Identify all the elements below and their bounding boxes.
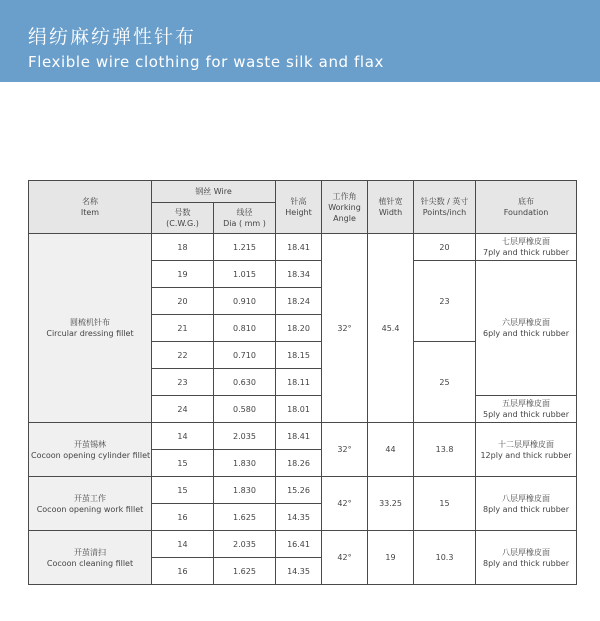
foundation-en: 12ply and thick rubber — [480, 450, 572, 460]
foundation-cn: 六层厚橡皮面 — [502, 318, 551, 327]
col-header-height — [276, 181, 322, 234]
item-name-cn: 圆梳机针布 — [70, 318, 110, 327]
item-header-cn: 名称 — [82, 197, 98, 206]
dia-cell: 1.830 — [214, 477, 276, 504]
item-header-en: Item — [80, 208, 100, 217]
angle-cell: 42° — [322, 477, 368, 531]
dia-cell: 0.710 — [214, 342, 276, 369]
height-cell: 18.20 — [276, 315, 322, 342]
points-header-cn: 针尖数 / 英寸 — [420, 197, 469, 206]
height-cell: 15.26 — [276, 477, 322, 504]
col-header-item — [29, 181, 152, 234]
gauge-header-en: (C.W.G.) — [166, 219, 199, 228]
height-cell: 18.24 — [276, 288, 322, 315]
page-title-en: Flexible wire clothing for waste silk and flax — [28, 53, 384, 71]
points-cell: 15 — [414, 477, 476, 531]
title-banner — [0, 0, 600, 82]
points-cell: 20 — [414, 234, 476, 261]
foundation-header-cn: 底布 — [518, 197, 535, 206]
points-cell: 10.3 — [414, 531, 476, 585]
angle-header-en1: Working — [328, 202, 361, 212]
width-header-cn: 植针宽 — [378, 197, 403, 206]
item-cell — [29, 531, 152, 585]
item-name-en: Cocoon opening work fillet — [36, 504, 144, 514]
dia-header-cn: 线径 — [236, 208, 253, 217]
gauge-cell: 16 — [152, 558, 214, 585]
gauge-cell: 14 — [152, 531, 214, 558]
dia-cell: 1.015 — [214, 261, 276, 288]
col-header-gauge — [152, 203, 214, 234]
angle-header-en2: Angle — [333, 213, 356, 223]
angle-cell: 32° — [322, 234, 368, 423]
dia-header-en: Dia ( mm ) — [223, 219, 266, 228]
col-header-points — [414, 181, 476, 234]
height-cell: 18.11 — [276, 369, 322, 396]
item-cell — [29, 234, 152, 423]
foundation-cell — [476, 477, 577, 531]
dia-cell: 0.630 — [214, 369, 276, 396]
width-cell: 19 — [368, 531, 414, 585]
col-header-width — [368, 181, 414, 234]
foundation-cell — [476, 261, 577, 396]
angle-header-cn: 工作角 — [332, 191, 357, 201]
dia-cell: 1.830 — [214, 450, 276, 477]
foundation-en: 8ply and thick rubber — [483, 558, 570, 568]
spec-table — [28, 180, 577, 585]
gauge-header-cn: 号数 — [174, 208, 191, 217]
foundation-cell — [476, 423, 577, 477]
foundation-en: 7ply and thick rubber — [483, 248, 570, 257]
wire-header: 钢丝 Wire — [195, 187, 232, 196]
height-header-cn: 针高 — [290, 197, 307, 206]
dia-cell: 1.625 — [214, 558, 276, 585]
gauge-cell: 23 — [152, 369, 214, 396]
gauge-cell: 15 — [152, 450, 214, 477]
gauge-cell: 21 — [152, 315, 214, 342]
gauge-cell: 22 — [152, 342, 214, 369]
foundation-en: 6ply and thick rubber — [483, 329, 570, 338]
table-row — [29, 477, 577, 504]
height-cell: 18.41 — [276, 234, 322, 261]
col-header-angle — [322, 181, 368, 234]
gauge-cell: 14 — [152, 423, 214, 450]
dia-cell: 2.035 — [214, 531, 276, 558]
item-name-cn: 开茧清扫 — [74, 547, 106, 557]
height-cell: 14.35 — [276, 558, 322, 585]
foundation-cn: 八层厚橡皮面 — [502, 547, 551, 557]
width-header-en: Width — [378, 208, 403, 217]
height-cell: 18.15 — [276, 342, 322, 369]
points-cell: 23 — [414, 261, 476, 342]
table-row — [29, 234, 577, 261]
height-cell: 18.01 — [276, 396, 322, 423]
foundation-cell — [476, 234, 577, 261]
points-cell: 25 — [414, 342, 476, 423]
dia-cell: 2.035 — [214, 423, 276, 450]
col-header-foundation — [476, 181, 577, 234]
foundation-cn: 八层厚橡皮面 — [502, 493, 551, 503]
dia-cell: 1.625 — [214, 504, 276, 531]
item-name-cn: 开茧工作 — [74, 493, 106, 503]
dia-cell: 0.810 — [214, 315, 276, 342]
points-cell: 13.8 — [414, 423, 476, 477]
width-cell: 33.25 — [368, 477, 414, 531]
page-title-cn: 绢纺麻纺弹性针布 — [28, 26, 197, 48]
height-cell: 18.34 — [276, 261, 322, 288]
gauge-cell: 16 — [152, 504, 214, 531]
foundation-cn: 十二层厚橡皮面 — [498, 439, 555, 449]
height-cell: 14.35 — [276, 504, 322, 531]
foundation-en: 5ply and thick rubber — [483, 410, 570, 419]
dia-cell: 0.580 — [214, 396, 276, 423]
item-name-en: Circular dressing fillet — [46, 329, 134, 338]
item-name-en: Cocoon opening cylinder fillet — [31, 450, 151, 460]
angle-cell: 32° — [322, 423, 368, 477]
item-name-en: Cocoon cleaning fillet — [46, 558, 134, 568]
foundation-en: 8ply and thick rubber — [483, 504, 570, 514]
foundation-cell — [476, 396, 577, 423]
gauge-cell: 18 — [152, 234, 214, 261]
dia-cell: 0.910 — [214, 288, 276, 315]
height-cell: 16.41 — [276, 531, 322, 558]
col-header-dia — [214, 203, 276, 234]
foundation-cn: 七层厚橡皮面 — [502, 237, 551, 246]
gauge-cell: 24 — [152, 396, 214, 423]
header-row — [29, 181, 577, 203]
height-cell: 18.41 — [276, 423, 322, 450]
angle-cell: 42° — [322, 531, 368, 585]
table-row — [29, 423, 577, 450]
item-name-cn: 开茧锡林 — [74, 439, 106, 449]
foundation-cell — [476, 531, 577, 585]
width-cell: 44 — [368, 423, 414, 477]
foundation-header-en: Foundation — [503, 208, 549, 217]
item-cell — [29, 477, 152, 531]
table-row — [29, 531, 577, 558]
points-header-en: Points/inch — [422, 208, 467, 217]
height-cell: 18.26 — [276, 450, 322, 477]
gauge-cell: 15 — [152, 477, 214, 504]
foundation-cn: 五层厚橡皮面 — [502, 399, 551, 408]
width-cell: 45.4 — [368, 234, 414, 423]
col-header-wire — [152, 181, 276, 203]
item-cell — [29, 423, 152, 477]
gauge-cell: 19 — [152, 261, 214, 288]
gauge-cell: 20 — [152, 288, 214, 315]
height-header-en: Height — [285, 208, 312, 217]
dia-cell: 1.215 — [214, 234, 276, 261]
